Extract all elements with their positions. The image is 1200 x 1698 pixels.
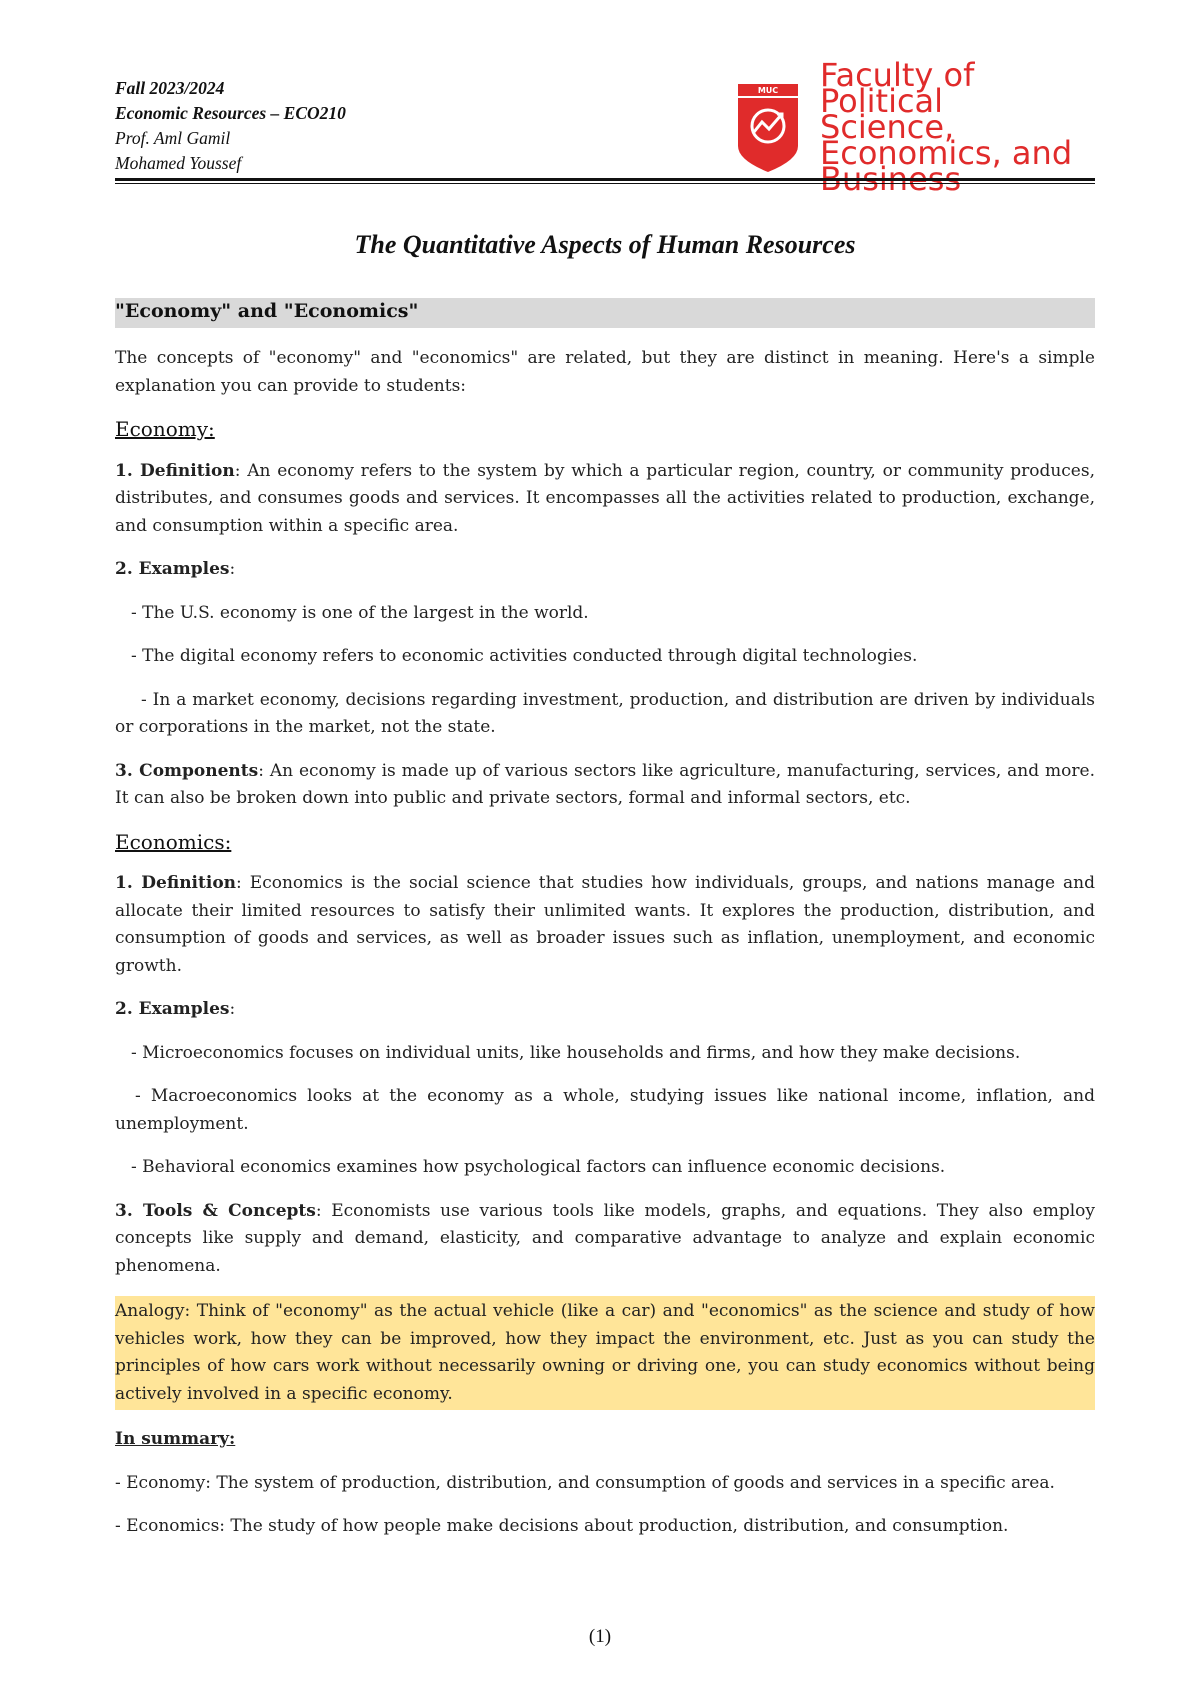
intro-paragraph: The concepts of "economy" and "economics" are related, but they are distinct in meaning. Here's a simple explanation you can provide to students:: [115, 348, 1095, 396]
page-number: (1): [588, 1626, 612, 1647]
economy-heading: Economy:: [115, 417, 215, 441]
economy-example-2: - The digital economy refers to economic activities conducted through digital technologies.: [131, 646, 918, 666]
economics-tools: [115, 1198, 1095, 1281]
header-divider: [115, 178, 1095, 181]
economy-components-label: 3. Components: [115, 760, 259, 781]
economy-examples-label: 2. Examples: [115, 559, 230, 579]
term: Fall 2023/2024: [115, 78, 225, 98]
logo-text: MUC: [757, 86, 779, 95]
economics-tools-label: 3. Tools & Concepts: [115, 1200, 316, 1221]
economics-example-2-text: - Macroeconomics looks at the economy as a whole, studying issues like national income, inflation, and unemployment.: [115, 1086, 1095, 1134]
economy-components: [115, 758, 1095, 813]
summary-line-2: - Economics: The study of how people make decisions about production, distribution, and consumption.: [115, 1516, 1009, 1536]
professor-name: Prof. Aml Gamil: [115, 128, 231, 148]
economy-examples-colon: :: [229, 559, 236, 579]
economy-definition-text: : An economy refers to the system by which a particular region, country, or community produces, distributes, and consumes goods and services. It encompasses all the activities related to production, exchange, and consumption within a specific area.: [115, 460, 1095, 536]
student-name: Mohamed Youssef: [115, 153, 242, 173]
economy-definition-label: 1. Definition: [115, 460, 235, 481]
economy-definition: [115, 458, 1095, 541]
course-name: Economic Resources – ECO210: [115, 103, 346, 123]
header-divider-thin: [115, 183, 1095, 184]
university-logo: [736, 82, 800, 174]
economics-examples-colon: :: [229, 999, 236, 1019]
economics-definition-text: : Economics is the social science that studies how individuals, groups, and nations manage and allocate their limited resources to satisfy their unlimited wants. It explores the production, distribution, and consumption of goods and services, as well as broader issues such as inflation, unemployment, and economic growth.: [115, 873, 1095, 976]
economics-tools-text: : Economists use various tools like models, graphs, and equations. They also employ concepts like supply and demand, elasticity, and comparative advantage to analyze and explain economic phenomena.: [115, 1200, 1096, 1276]
economics-example-2: [115, 1083, 1095, 1138]
analogy-paragraph: Analogy: Think of "economy" as the actual vehicle (like a car) and "economics" as the science and study of how vehicles work, how they can be improved, how they impact the environment, etc. Just as you can study the principles of how cars work without necessarily owning or driving one, you can study economics without being actively involved in a specific economy.: [115, 1296, 1095, 1410]
economics-example-3: - Behavioral economics examines how psychological factors can influence economic decisions.: [131, 1157, 946, 1177]
header-info: [115, 76, 346, 176]
economy-example-3: [115, 687, 1095, 742]
summary-heading: In summary:: [115, 1429, 236, 1449]
economics-heading: Economics:: [115, 829, 232, 854]
economy-components-text: : An economy is made up of various sectors like agriculture, manufacturing, services, and more. It can also be broken down into public and private sectors, formal and informal sectors, etc.: [115, 760, 1095, 808]
economy-example-3-text: - In a market economy, decisions regarding investment, production, and distribution are driven by individuals or corporations in the market, not the state.: [115, 689, 1095, 737]
economy-examples: [115, 556, 1095, 584]
section-heading: "Economy" and "Economics": [115, 300, 419, 322]
economics-examples: [115, 996, 1095, 1024]
economics-example-1: - Microeconomics focuses on individual units, like households and firms, and how they make decisions.: [131, 1042, 1021, 1063]
economics-examples-label: 2. Examples: [115, 999, 230, 1019]
document-title: The Quantitative Aspects of Human Resources: [354, 230, 856, 259]
document-body: [115, 345, 1095, 1557]
economics-definition: [115, 870, 1095, 980]
economics-definition-label: 1. Definition: [115, 873, 237, 893]
summary-line-1: - Economy: The system of production, distribution, and consumption of goods and services in a specific area.: [115, 1472, 1055, 1493]
faculty-name: Faculty of Political Science, Economics, and: [820, 56, 1073, 172]
economy-example-1: - The U.S. economy is one of the largest in the world.: [131, 602, 589, 623]
